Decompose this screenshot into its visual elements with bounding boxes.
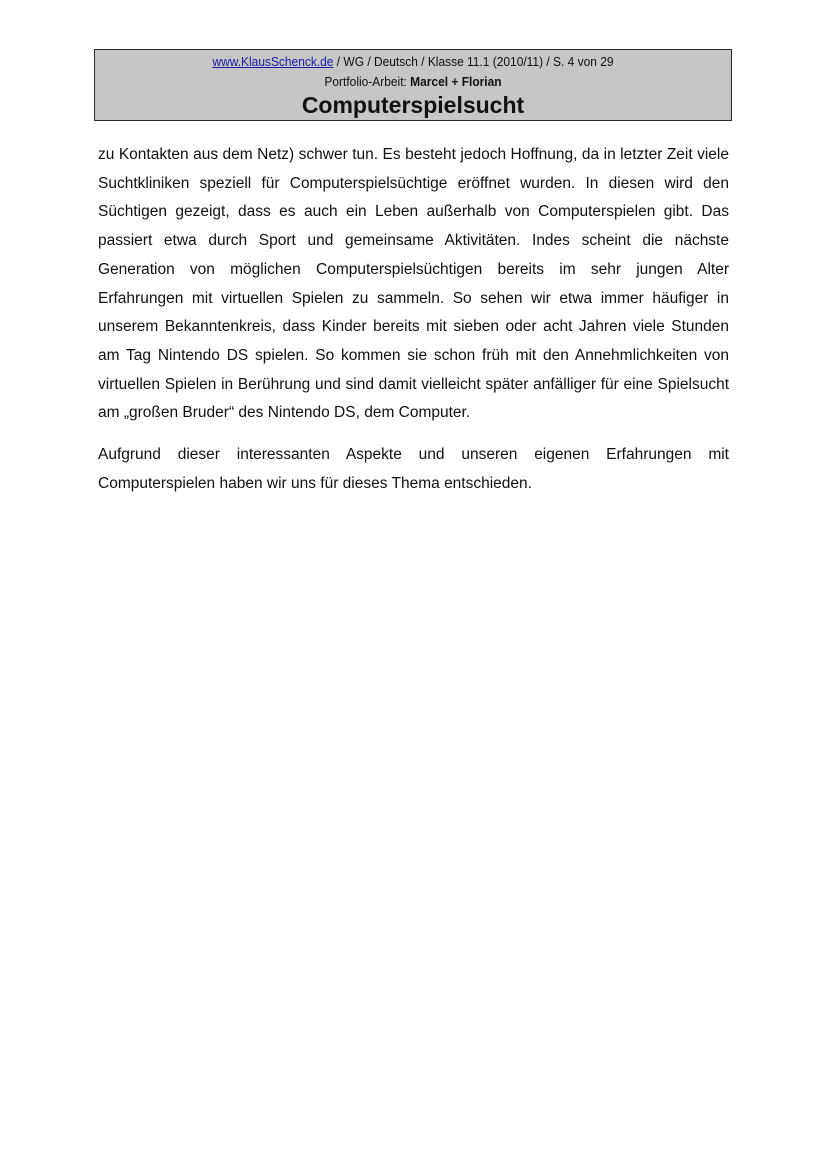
header-path: / WG / Deutsch / Klasse 11.1 (2010/11) / S. 4 von 29	[333, 54, 614, 69]
header-portfolio-line	[120, 74, 705, 90]
portfolio-label: Portfolio-Arbeit:	[324, 74, 411, 89]
body-text	[98, 141, 729, 511]
paragraph: zu Kontakten aus dem Netz) schwer tun. Es besteht jedoch Hoffnung, da in letzter Zeit viele Suchtkliniken speziell für Computerspielsüchtige eröffnet wurden. In diesen wird den Süchtigen gezeigt, dass es auch ein Leben außerhalb von Computerspielen gibt. Das passiert etwa durch Sport und gemeinsame Aktivitäten. Indes scheint die nächste Generation von möglichen Computerspielsüchtigen bereits im sehr jungen Alter Erfahrungen mit virtuellen Spielen zu sammeln. So sehen wir etwa immer häufiger in unserem Bekanntenkreis, dass Kinder bereits mit sieben oder acht Jahren viele Stunden am Tag Nintendo DS spielen. So kommen sie schon früh mit den Annehmlichkeiten von virtuellen Spielen in Berührung und sind damit vielleicht später anfälliger für eine Spielsucht am „großen Bruder“ des Nintendo DS, dem Computer.	[98, 146, 729, 422]
header-source-line	[120, 54, 705, 70]
page-header	[94, 49, 732, 121]
website-link[interactable]: www.KlausSchenck.de	[212, 54, 334, 69]
authors: Marcel + Florian	[410, 74, 502, 89]
paragraph: Aufgrund dieser interessanten Aspekte und unseren eigenen Erfahrungen mit Computerspielen haben wir uns für dieses Thema entschieden.	[98, 446, 729, 492]
page-title: Computerspielsucht	[301, 92, 525, 118]
